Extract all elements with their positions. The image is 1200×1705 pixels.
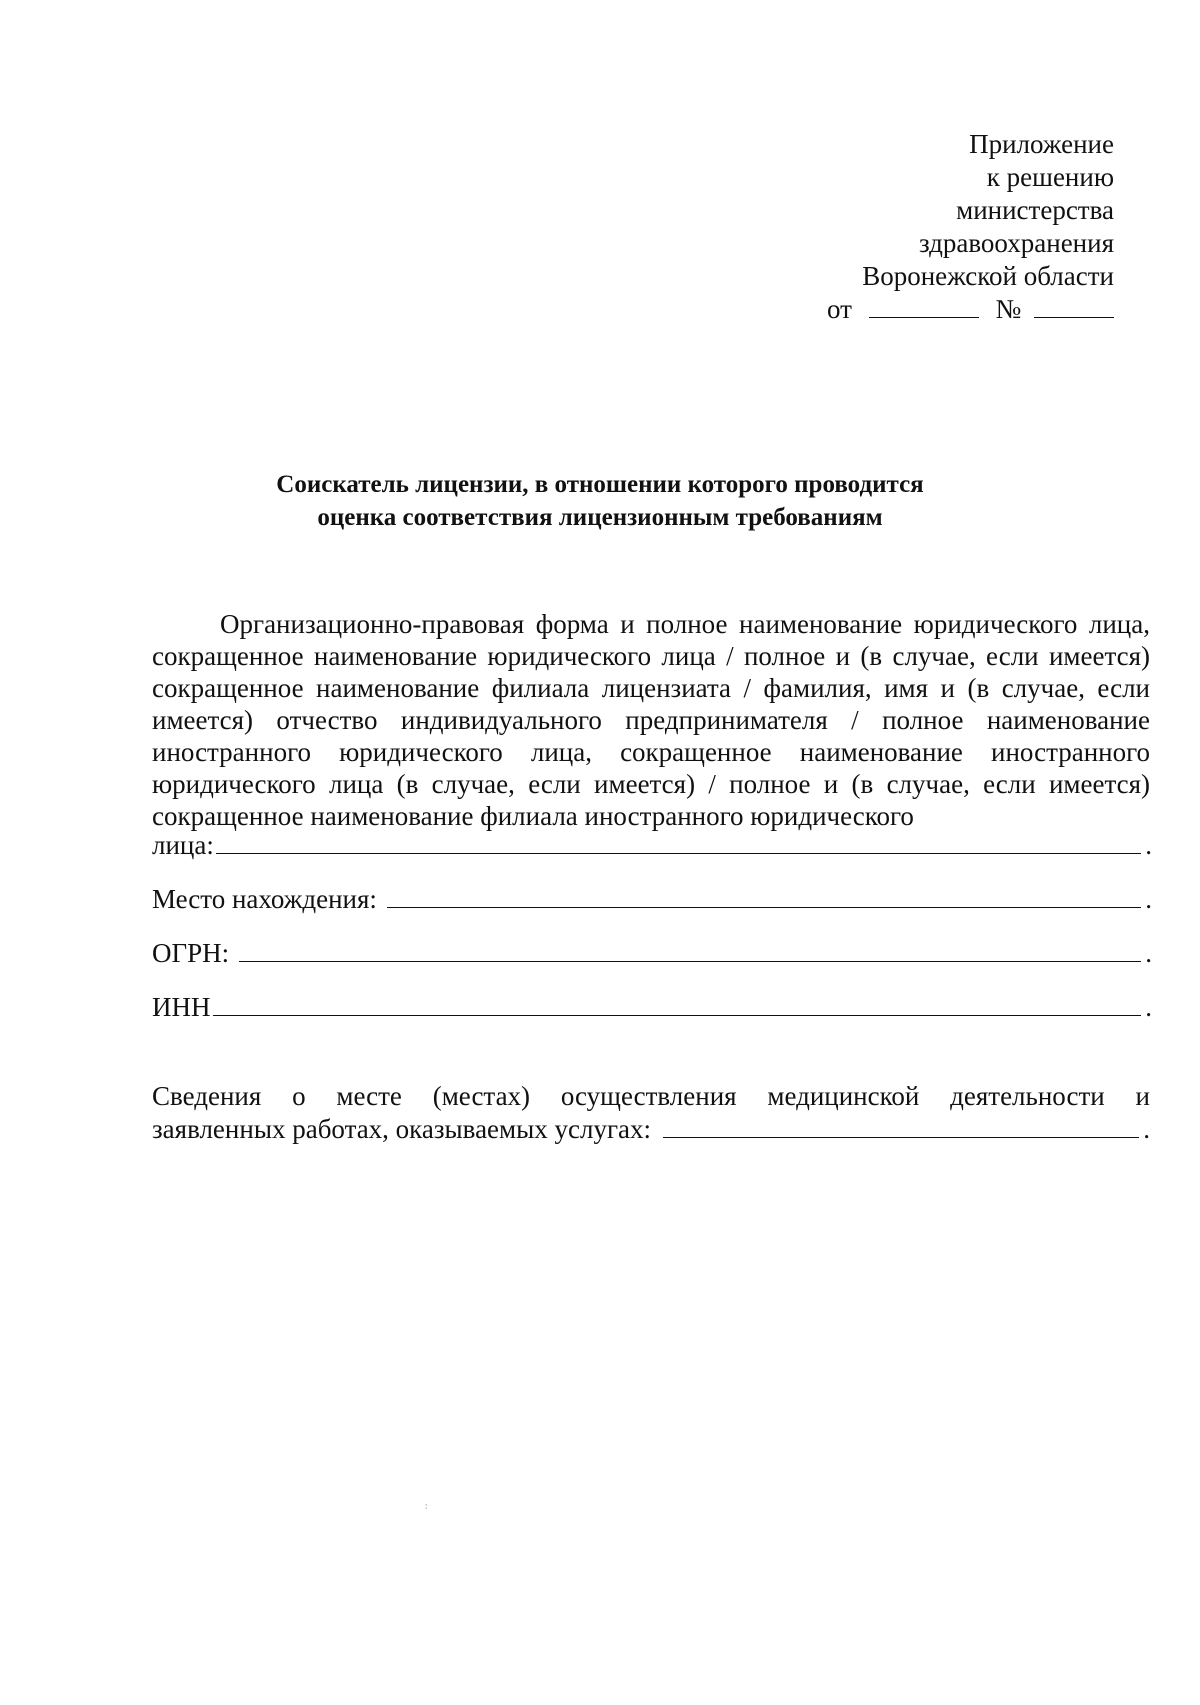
- location-field[interactable]: [387, 885, 1141, 908]
- organization-name-label: лица:: [152, 830, 214, 860]
- period: .: [1145, 992, 1152, 1022]
- info-word: осуществления: [560, 1081, 737, 1111]
- inn-label: ИНН: [152, 992, 211, 1022]
- ogrn-label: ОГРН:: [152, 938, 230, 968]
- activity-info-label: заявленных работах, оказываемых услугах:: [152, 1114, 652, 1144]
- activity-info-line-2: [152, 1113, 1150, 1146]
- appendix-line: здравоохранения: [918, 228, 1114, 258]
- info-word: и: [1135, 1081, 1150, 1111]
- title-line-1: Соискатель лицензии, в отношении которого проводится: [276, 471, 924, 498]
- inn-row: [152, 992, 1152, 1023]
- period: .: [1145, 884, 1152, 914]
- ogrn-row: [152, 938, 1152, 969]
- date-blank: [869, 293, 979, 318]
- appendix-line: Приложение: [969, 129, 1114, 159]
- organization-name-field[interactable]: [216, 831, 1141, 854]
- info-word: (местах): [432, 1081, 531, 1111]
- appendix-line: министерства: [956, 195, 1114, 225]
- period: .: [1145, 830, 1152, 860]
- number-sign: №: [995, 294, 1022, 324]
- appendix-block: [827, 128, 1114, 326]
- info-word: Сведения: [152, 1081, 262, 1111]
- period: .: [1145, 938, 1152, 968]
- title-line-2: оценка соответствия лицензионным требованиям: [317, 504, 883, 531]
- paragraph-text: Организационно-правовая форма и полное наименование юридического лица, сокращенное наименование юридического лица / полное и (в случае, если имеется) сокращенное наименование филиала лицензиата / фамилия, имя и (в случае, если имеется) отчество индивидуального предпринимателя / полное наименование иностранного юридического лица, сокращенное наименование иностранного юридического лица (в случае, если имеется) / полное и (в случае, если имеется) сокращенное наименование филиала иностранного юридического: [152, 609, 1150, 831]
- info-word: деятельности: [950, 1081, 1105, 1111]
- activity-info-block: [152, 1080, 1150, 1146]
- location-label: Место нахождения:: [152, 884, 377, 914]
- ogrn-field[interactable]: [239, 939, 1141, 962]
- date-prefix: от: [827, 294, 852, 324]
- organization-name-row: [152, 830, 1152, 861]
- period: .: [1143, 1114, 1150, 1144]
- info-word: медицинской: [767, 1081, 920, 1111]
- appendix-date-line: [827, 293, 1114, 326]
- activity-info-line-1: [152, 1080, 1150, 1113]
- organization-paragraph: [152, 608, 1150, 832]
- info-word: о: [292, 1081, 306, 1111]
- scan-speck: ˸: [425, 1503, 428, 1512]
- location-row: [152, 884, 1152, 915]
- inn-field[interactable]: [213, 993, 1142, 1016]
- appendix-line: к решению: [986, 162, 1114, 192]
- number-blank: [1034, 293, 1114, 318]
- activity-info-field[interactable]: [663, 1115, 1139, 1138]
- info-word: месте: [336, 1081, 402, 1111]
- document-title: [0, 468, 1200, 534]
- appendix-line: Воронежской области: [862, 261, 1114, 291]
